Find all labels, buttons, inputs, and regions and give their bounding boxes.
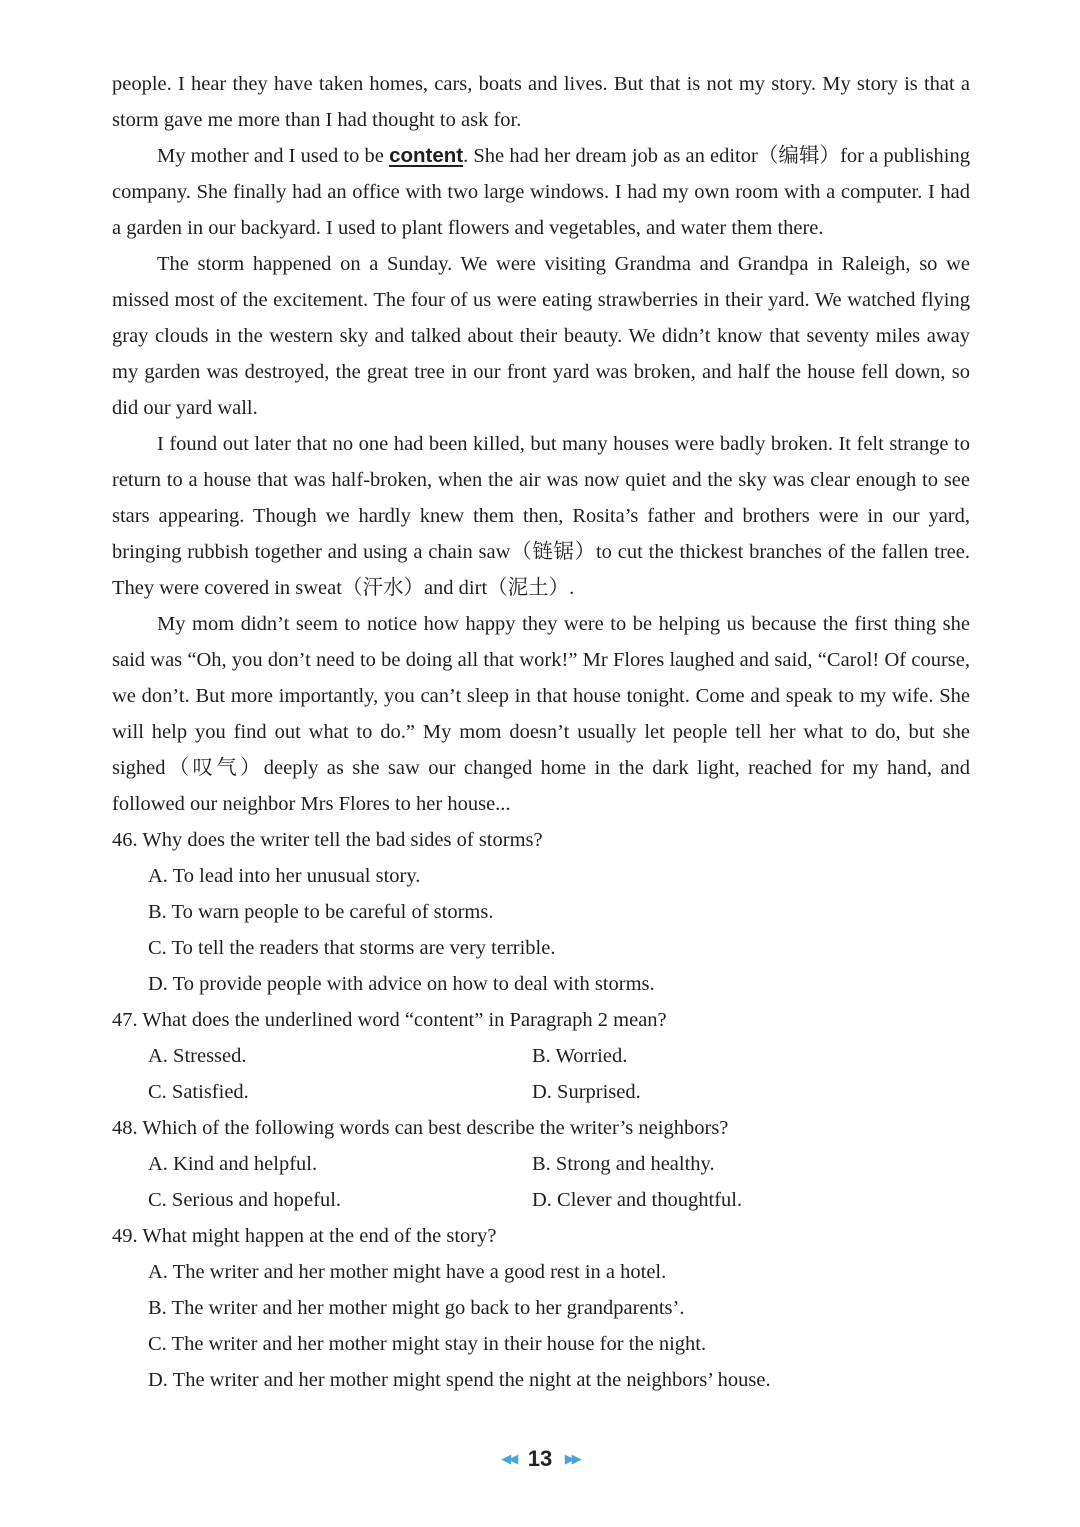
option-b: B. To warn people to be careful of storms. xyxy=(148,901,494,923)
question-stem: 47. What does the underlined word “content” in Paragraph 2 mean? xyxy=(112,1009,667,1031)
option-a: A. The writer and her mother might have a good rest in a hotel. xyxy=(148,1261,667,1283)
option-d: D. The writer and her mother might spend the night at the neighbors’ house. xyxy=(148,1369,771,1391)
question-46 xyxy=(112,822,970,1002)
option-a: A. To lead into her unusual story. xyxy=(148,865,421,887)
paragraph-2-start: My mother and I used to be xyxy=(157,145,390,167)
option-a: A. Kind and helpful. xyxy=(148,1153,318,1175)
question-stem: 49. What might happen at the end of the story? xyxy=(112,1225,497,1247)
option-b: B. Worried. xyxy=(532,1045,628,1067)
paragraph-3: The storm happened on a Sunday. We were visiting Grandma and Grandpa in Raleigh, so we missed most of the excitement. The four of us were eating strawberries in their yard. We watched flying gray clouds in the western sky and talked about their beauty. We didn’t know that seventy miles away my garden was destroyed, the great tree in our front yard was broken, and half the house fell down, so did our yard wall. xyxy=(112,253,970,419)
options-grid xyxy=(112,1146,970,1218)
option-b: B. Strong and healthy. xyxy=(532,1153,715,1175)
option-c: C. To tell the readers that storms are very terrible. xyxy=(148,937,556,959)
paragraph-2-rest: . She had her dream job as an editor（编辑）for a publishing company. She finally had an office with two large windows. I had my own room with a computer. I had a garden in our backyard. I used to plant flowers and vegetables, and water them there. xyxy=(112,145,970,239)
question-49 xyxy=(112,1218,970,1398)
option-a: A. Stressed. xyxy=(148,1045,247,1067)
page-number: 13 xyxy=(527,1446,553,1471)
paragraph-2 xyxy=(112,138,970,246)
option-c: C. Serious and hopeful. xyxy=(148,1189,342,1211)
paragraph-1: people. I hear they have taken homes, cars, boats and lives. But that is not my story. My story is that a storm gave me more than I had thought to ask for. xyxy=(112,73,970,131)
options-grid xyxy=(112,1038,970,1110)
double-left-arrow-icon: ◀◀ xyxy=(501,1451,516,1466)
option-d: D. Surprised. xyxy=(532,1081,641,1103)
question-48 xyxy=(112,1110,970,1218)
double-right-arrow-icon: ▶▶ xyxy=(564,1451,579,1466)
paragraph-4: I found out later that no one had been killed, but many houses were badly broken. It felt strange to return to a house that was half-broken, when the air was now quiet and the sky was clear enough to see stars appearing. Though we hardly knew them then, Rosita’s father and brothers were in our yard, bringing rubbish together and using a chain saw（链锯）to cut the thickest branches of the fallen tree. They were covered in sweat（汗水）and dirt（泥土）. xyxy=(112,433,970,599)
option-c: C. The writer and her mother might stay in their house for the night. xyxy=(148,1333,707,1355)
document-page xyxy=(112,66,970,1398)
question-stem: 46. Why does the writer tell the bad sides of storms? xyxy=(112,829,543,851)
option-b: B. The writer and her mother might go back to her grandparents’. xyxy=(148,1297,685,1319)
question-stem: 48. Which of the following words can best describe the writer’s neighbors? xyxy=(112,1117,729,1139)
option-d: D. Clever and thoughtful. xyxy=(532,1189,743,1211)
paragraph-5: My mom didn’t seem to notice how happy they were to be helping us because the first thing she said was “Oh, you don’t need to be doing all that work!” Mr Flores laughed and said, “Carol! Of course, we don’t. But more importantly, you can’t sleep in that house tonight. Come and speak to my wife. She will help you find out what to do.” My mom doesn’t usually let people tell her what to do, but she sighed（叹气）deeply as she saw our changed home in the dark light, reached for my hand, and followed our neighbor Mrs Flores to her house... xyxy=(112,613,970,815)
page-footer xyxy=(0,1446,1080,1472)
option-c: C. Satisfied. xyxy=(148,1081,249,1103)
question-47 xyxy=(112,1002,970,1110)
underlined-word: content xyxy=(389,144,464,167)
option-d: D. To provide people with advice on how to deal with storms. xyxy=(148,973,655,995)
